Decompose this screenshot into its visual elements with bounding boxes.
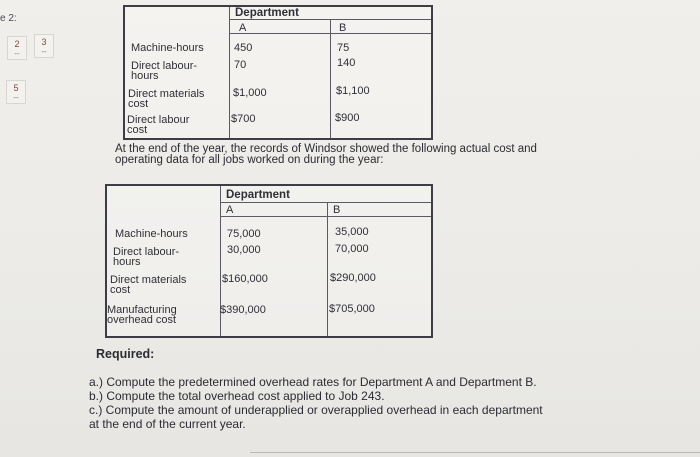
department-header: Department	[226, 189, 290, 201]
paragraph-line: At the end of the year, the records of Windsor showed the following actual cost and	[115, 143, 537, 155]
margin-label: e 2:	[0, 13, 17, 24]
cell-b-direct-labour-cost: $900	[335, 112, 360, 124]
table-divider	[220, 202, 431, 203]
table-divider	[229, 19, 431, 20]
required-heading: Required:	[96, 347, 155, 361]
cell-b-direct-materials-cost: $290,000	[330, 272, 376, 284]
table-divider	[229, 33, 431, 34]
cell-a-machine-hours: 75,000	[227, 228, 261, 240]
row-label-direct-materials-cost: Direct materials	[128, 88, 205, 100]
required-list	[89, 375, 649, 431]
row-label-direct-labour-hours: Direct labour-	[113, 246, 180, 258]
cell-a-direct-labour-cost: $700	[231, 113, 256, 125]
page-edge-line	[250, 452, 700, 453]
required-item-c: c.) Compute the amount of underapplied or overapplied overhead in each department	[89, 403, 543, 417]
table-divider	[330, 19, 331, 138]
row-label-direct-labour-hours-line2: hours	[131, 70, 159, 82]
row-label-direct-materials-cost-line2: cost	[128, 98, 149, 110]
row-label-direct-labour-cost-line2: cost	[127, 124, 148, 136]
department-header: Department	[235, 7, 299, 19]
row-label-direct-labour-hours-line2: hours	[113, 256, 141, 268]
margin-number-box	[6, 80, 26, 104]
margin-number: 2	[14, 39, 20, 49]
cell-a-machine-hours: 450	[234, 42, 253, 54]
cell-a-direct-materials-cost: $160,000	[222, 273, 268, 285]
paragraph-line: operating data for all jobs worked on during the year:	[115, 154, 384, 166]
cell-b-manufacturing-overhead-cost: $705,000	[329, 303, 375, 315]
column-a-header: A	[239, 22, 247, 34]
cell-b-direct-labour-hours: 140	[337, 57, 356, 69]
cell-a-direct-labour-hours: 30,000	[227, 244, 261, 256]
row-label-machine-hours: Machine-hours	[131, 42, 204, 54]
row-label-manufacturing-overhead-cost: Manufacturing	[107, 304, 177, 316]
budget-table	[123, 5, 433, 140]
cell-b-machine-hours: 75	[337, 42, 350, 54]
row-label-direct-materials-cost-line2: cost	[110, 284, 131, 296]
left-margin	[0, 0, 70, 120]
row-label-direct-labour-hours: Direct labour-	[131, 60, 198, 72]
row-label-direct-materials-cost: Direct materials	[110, 274, 187, 286]
column-b-header: B	[333, 204, 341, 216]
margin-number-box	[7, 36, 27, 60]
row-label-manufacturing-overhead-cost-line2: overhead cost	[107, 314, 177, 326]
cell-a-manufacturing-overhead-cost: $390,000	[220, 304, 266, 316]
column-b-header: B	[339, 22, 347, 34]
table-divider	[229, 7, 230, 138]
required-item-c-line2: at the end of the current year.	[89, 417, 246, 431]
margin-number-box	[34, 34, 54, 58]
required-item-b: b.) Compute the total overhead cost applied to Job 243.	[89, 389, 385, 403]
cell-b-direct-labour-hours: 70,000	[335, 243, 369, 255]
margin-dash: --	[41, 47, 47, 56]
margin-dash: --	[14, 49, 20, 58]
cell-b-machine-hours: 35,000	[335, 226, 369, 238]
intro-paragraph	[115, 144, 635, 166]
cell-a-direct-labour-hours: 70	[234, 59, 247, 71]
actual-data-table	[105, 184, 433, 338]
cell-a-direct-materials-cost: $1,000	[233, 87, 267, 99]
margin-number: 3	[41, 37, 47, 47]
table-divider	[327, 202, 328, 336]
row-label-direct-labour-cost: Direct labour	[127, 114, 190, 126]
cell-b-direct-materials-cost: $1,100	[336, 85, 370, 97]
margin-number: 5	[13, 83, 19, 93]
column-a-header: A	[226, 204, 234, 216]
table-divider	[220, 216, 431, 217]
required-item-a: a.) Compute the predetermined overhead rates for Department A and Department B.	[89, 375, 537, 389]
margin-dash: --	[13, 93, 19, 102]
row-label-machine-hours: Machine-hours	[115, 228, 188, 240]
